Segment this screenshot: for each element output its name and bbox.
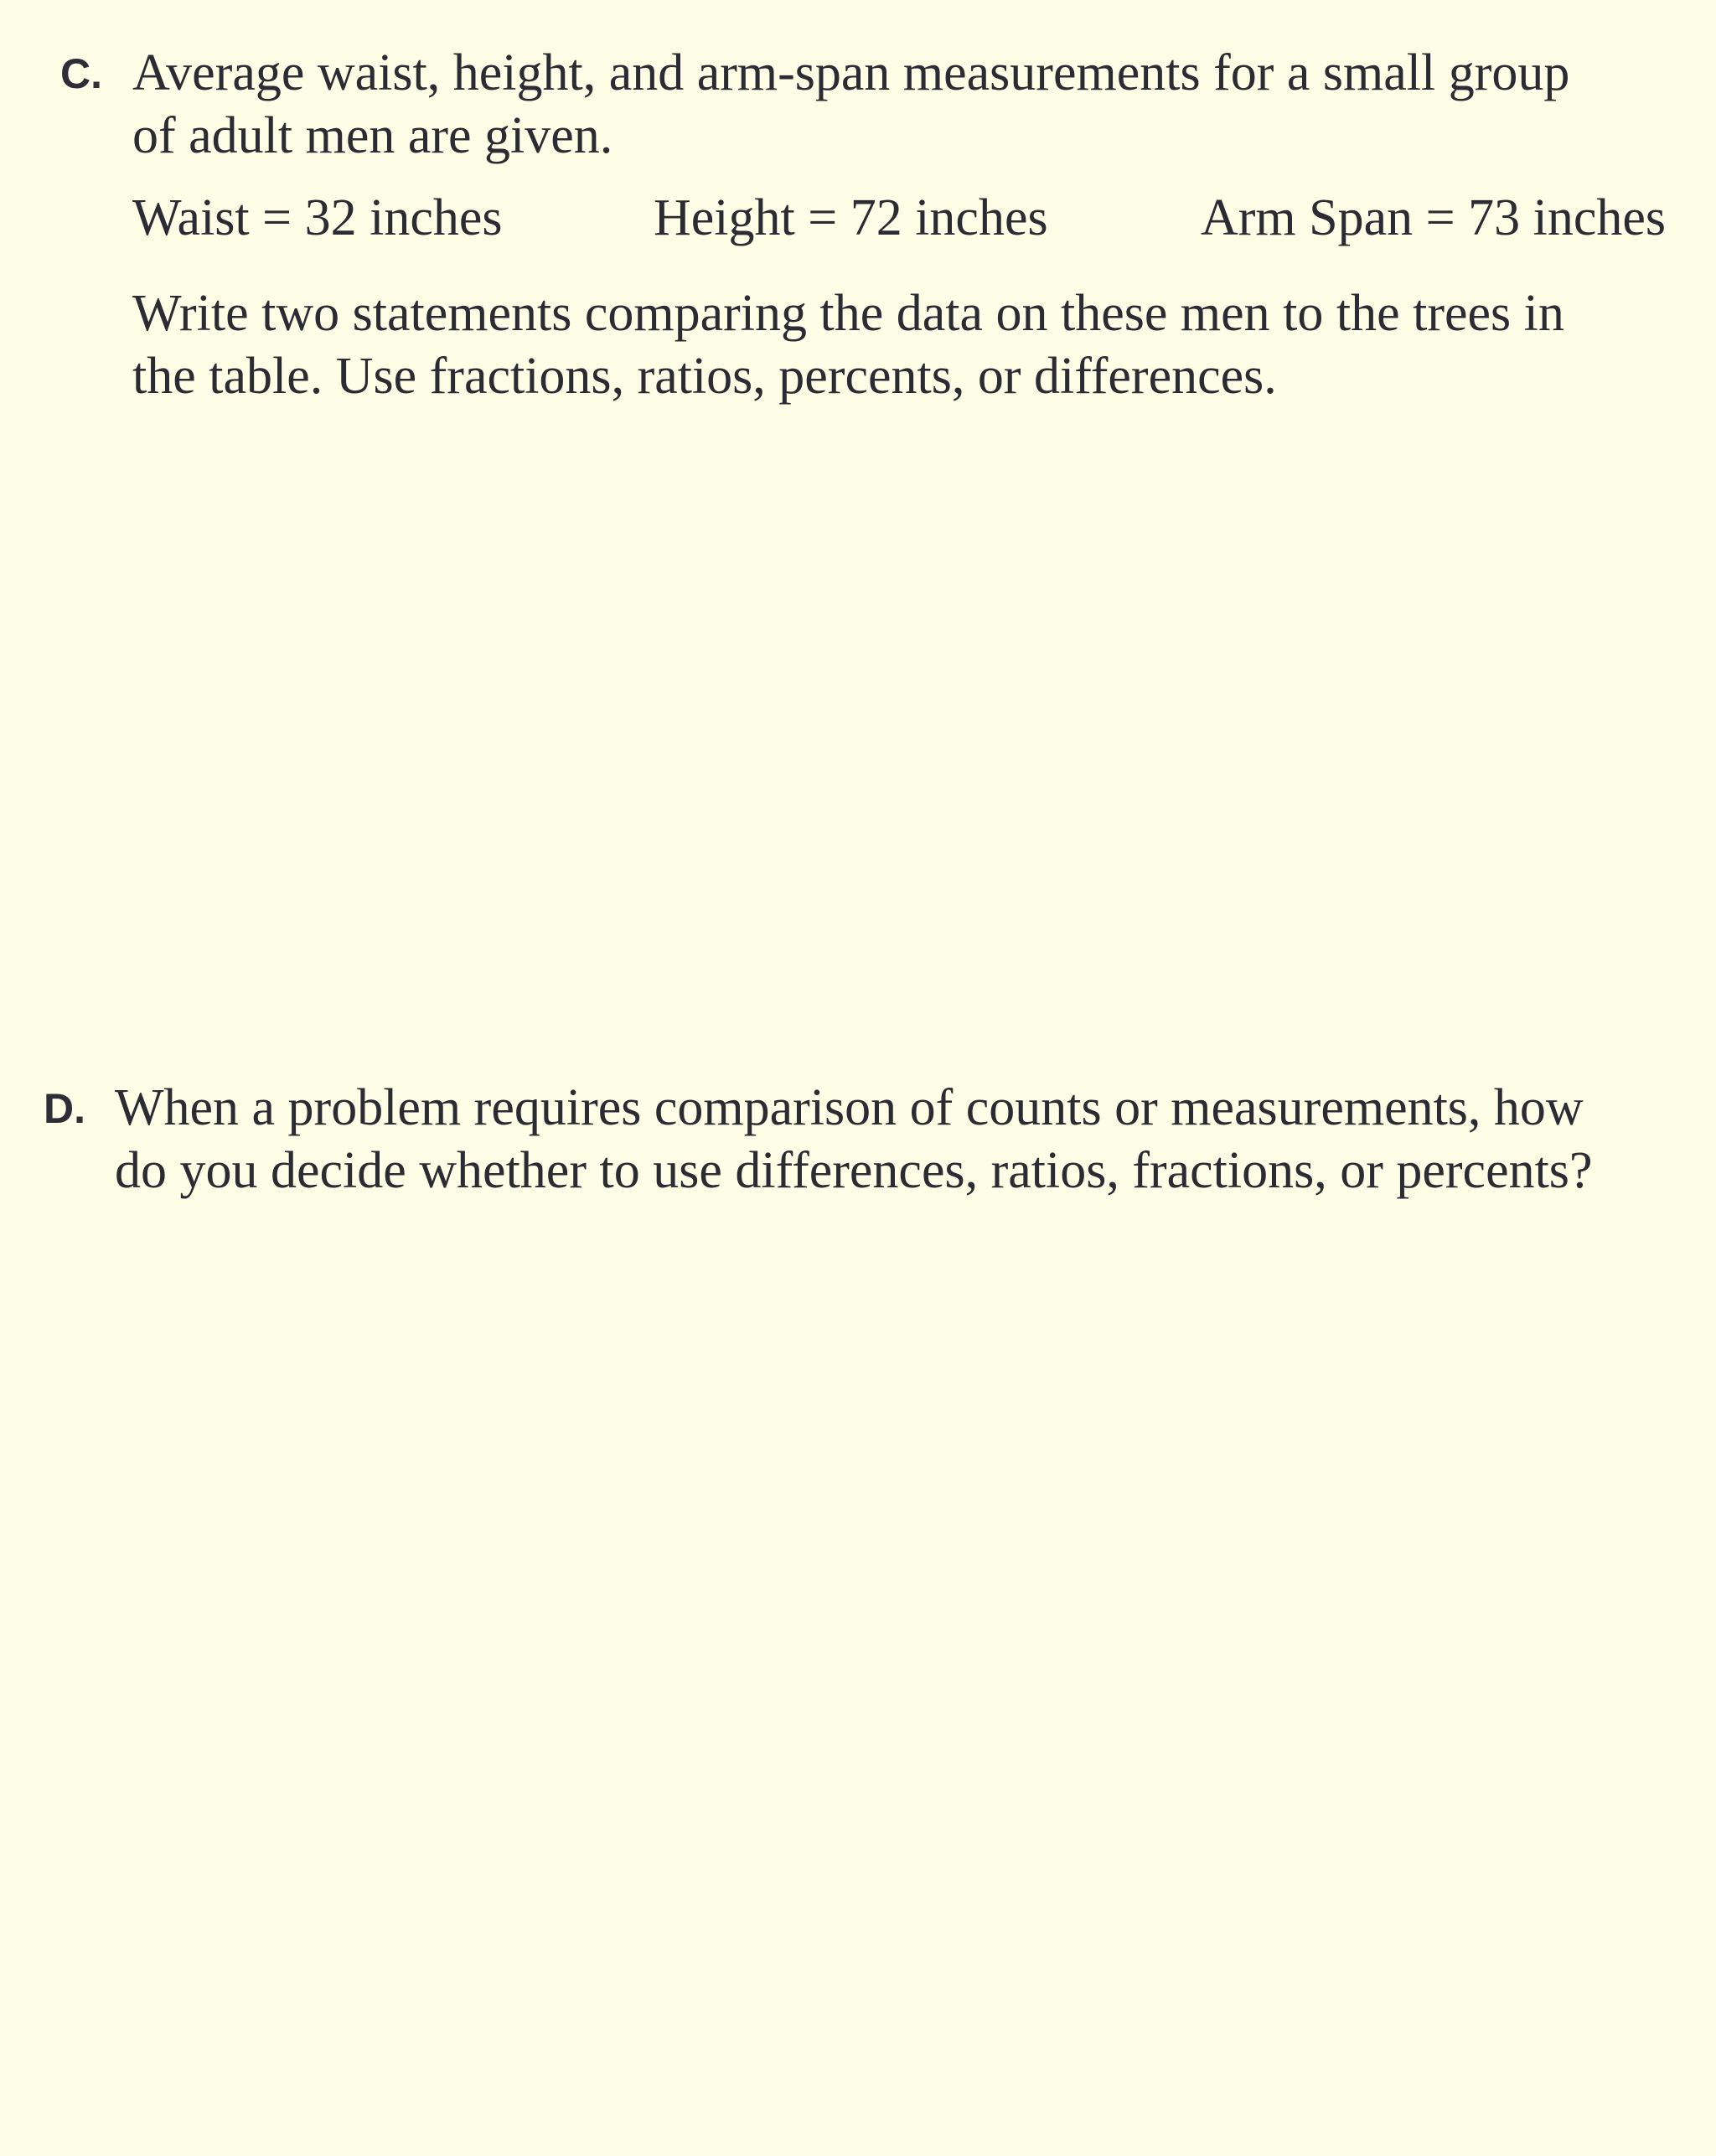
question-c-text	[132, 42, 1569, 168]
question-c-prompt-line-2: the table. Use fractions, ratios, percents, or differences.	[132, 348, 1277, 405]
arm-span-measurement: Arm Span = 73 inches	[1201, 189, 1667, 246]
question-c-line-2: of adult men are given.	[132, 107, 613, 164]
question-c-prompt	[132, 282, 1564, 408]
question-c-line-1: Average waist, height, and arm-span measurements for a small group	[132, 44, 1570, 101]
question-d-label: D.	[44, 1085, 85, 1132]
question-c-prompt-line-1: Write two statements comparing the data on these men to the trees in	[132, 285, 1564, 342]
question-c-label: C.	[60, 50, 102, 97]
question-d-text	[115, 1077, 1592, 1202]
waist-measurement: Waist = 32 inches	[132, 189, 503, 246]
height-measurement: Height = 72 inches	[654, 189, 1048, 246]
question-d-line-1: When a problem requires comparison of counts or measurements, how	[115, 1079, 1584, 1136]
question-d-line-2: do you decide whether to use differences, ratios, fractions, or percents?	[115, 1142, 1593, 1199]
